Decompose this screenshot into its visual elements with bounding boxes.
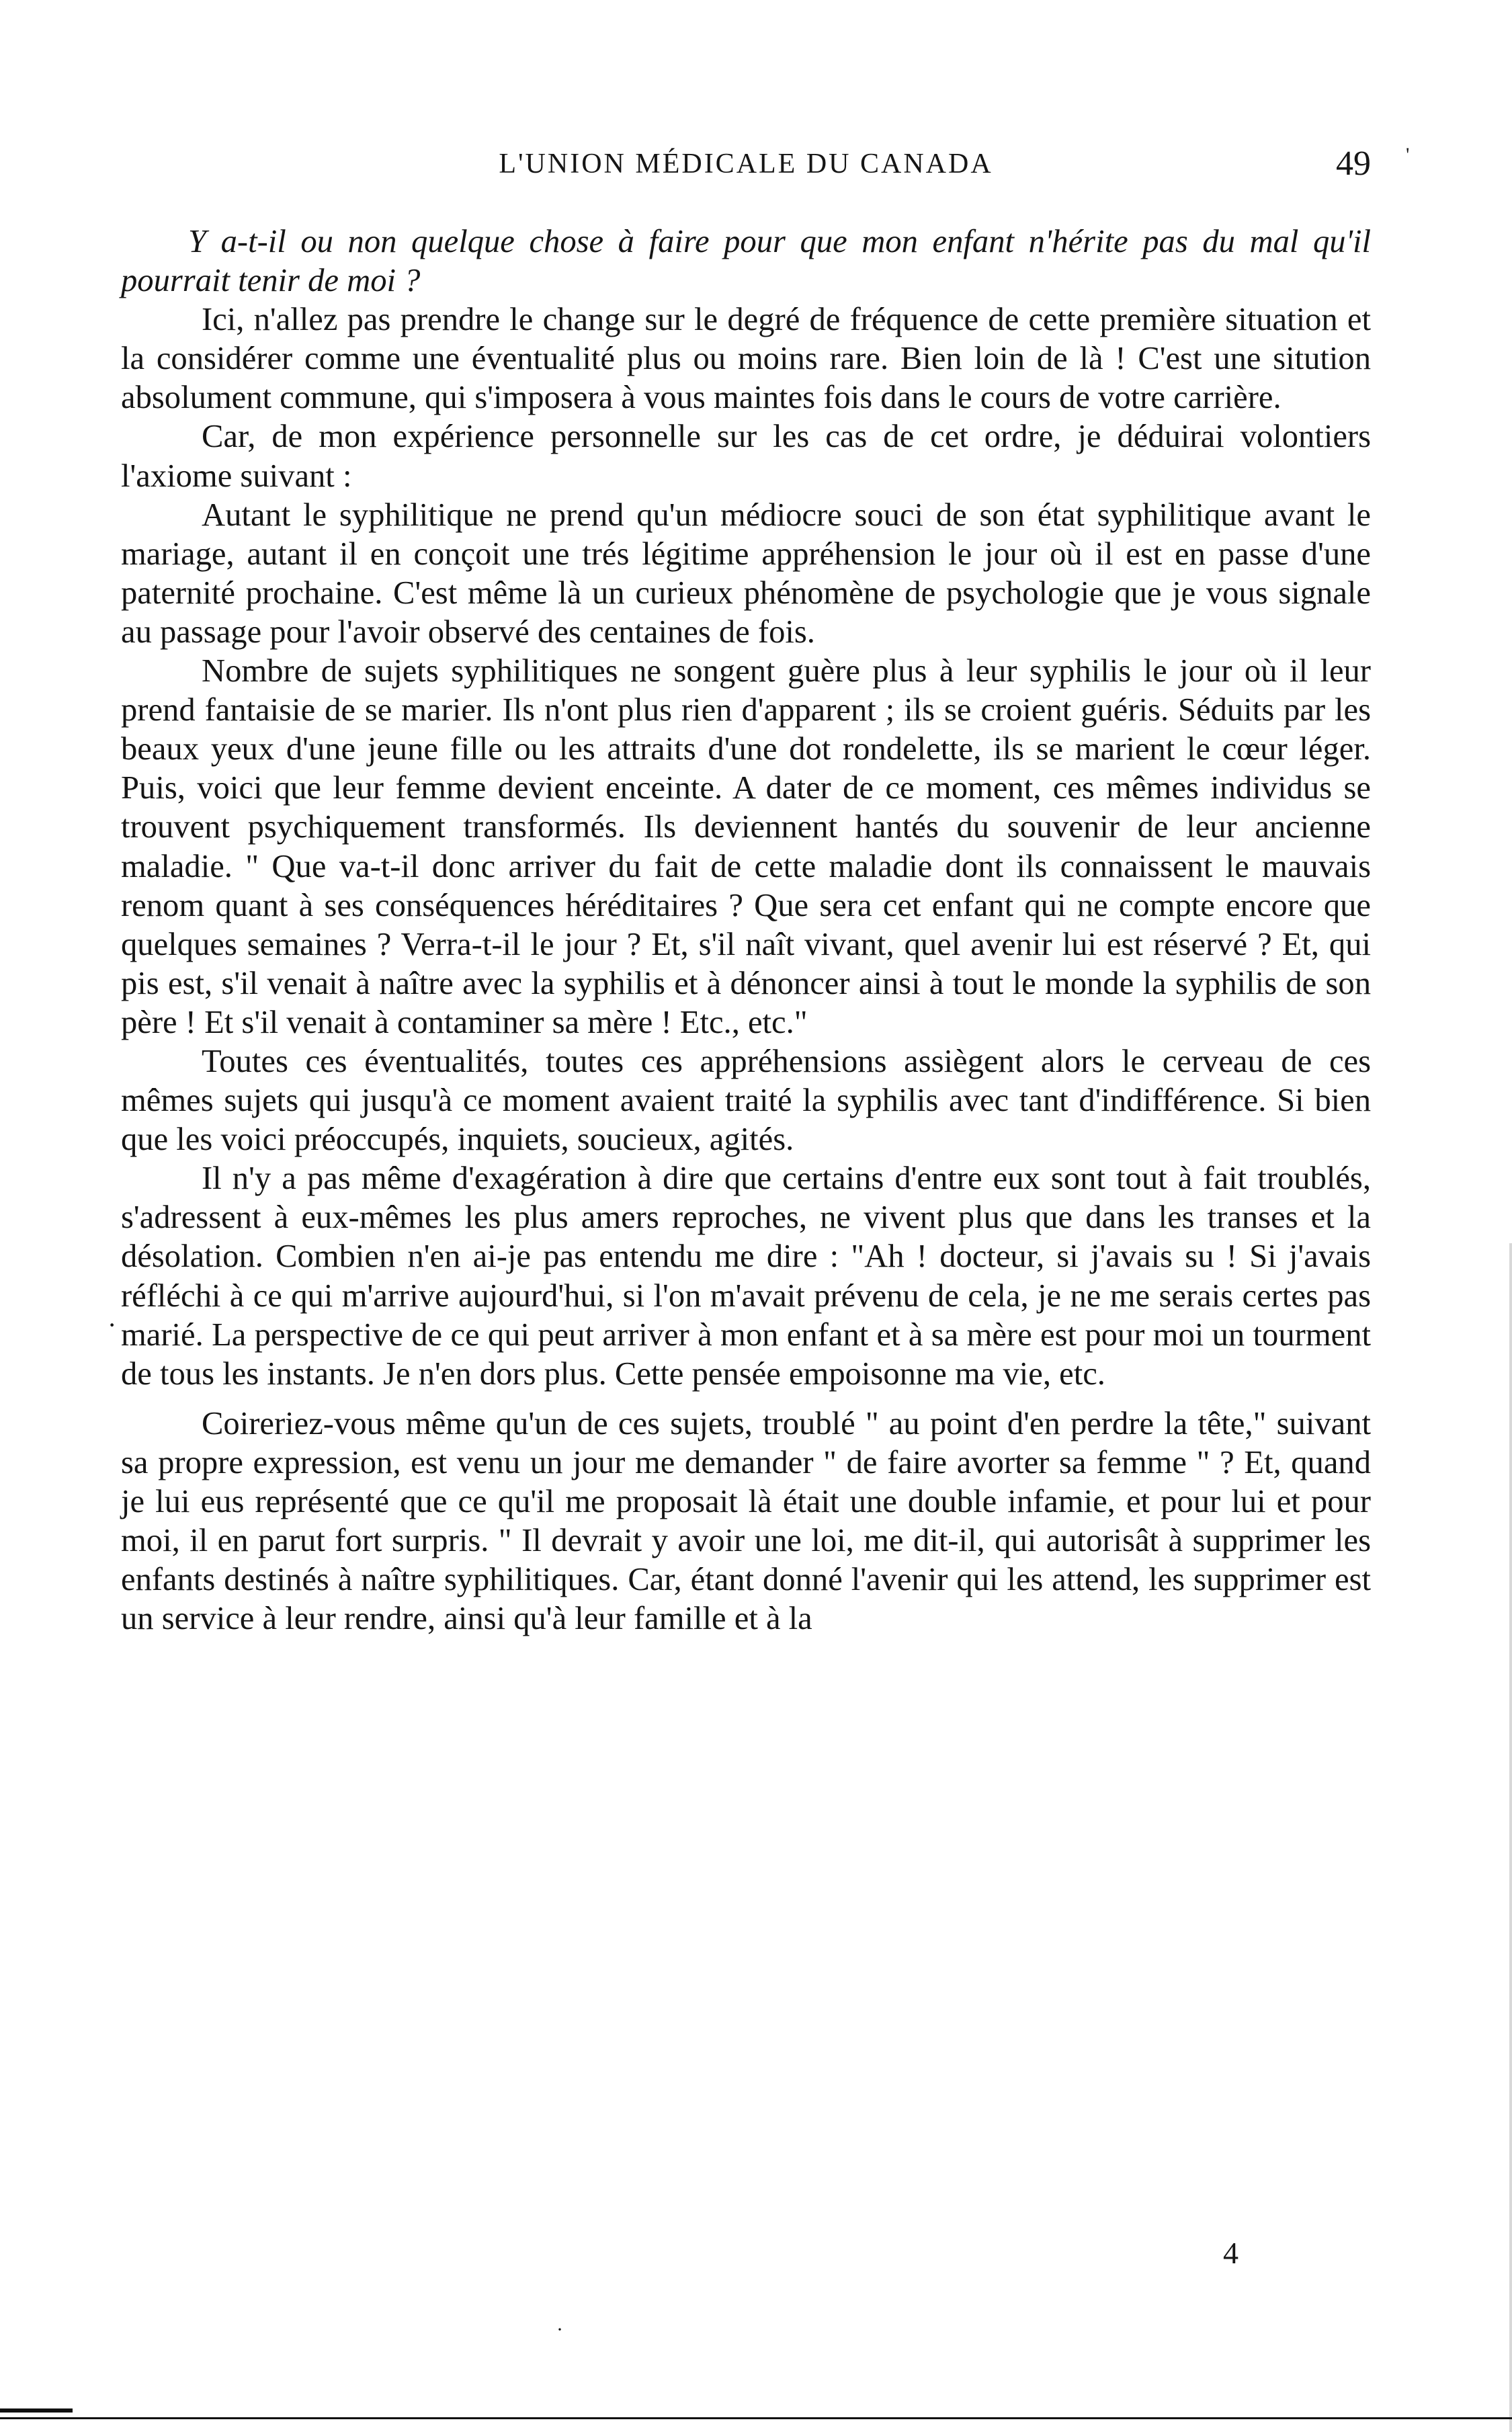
bottom-rule (0, 2417, 1512, 2419)
running-head (121, 140, 1371, 187)
paragraph-3: Autant le syphilitique ne prend qu'un médiocre souci de son état syphilitique avant le mariage, autant il en conçoit une trés légitime appréhension le jour où il est en passe d'une paternité prochaine. C'est même là un curieux phénomène de psychologie que je vous signale au passage pour l'avoir observé des centaines de fois. (121, 496, 1371, 650)
journal-title: L'UNION MÉDICALE DU CANADA (499, 149, 993, 179)
signature-mark: 4 (1223, 2236, 1238, 2270)
question-text: Y a-t-il ou non quelque chose à faire pour que mon enfant n'hérite pas du mal qu'il pourrait tenir de moi ? (121, 223, 1371, 299)
paragraph-question (121, 222, 1371, 300)
bottom-rule-left (0, 2408, 73, 2413)
page-number: 49 (1336, 144, 1371, 183)
body-text (121, 222, 1371, 1638)
paragraph-5: Toutes ces éventualités, toutes ces appréhensions assiègent alors le cerveau de ces mêmes sujets qui jusqu'à ce moment avaient traité la syphilis avec tant d'indifférence. Si bien que les voici préoccupés, inquiets, soucieux, agités. (121, 1042, 1371, 1158)
paragraph-2: Car, de mon expérience personnelle sur les cas de cet ordre, je déduirai volontiers l'axiome suivant : (121, 418, 1371, 494)
paragraph-1: Ici, n'allez pas prendre le change sur le degré de fréquence de cette première situation et la considérer comme une éventualité plus ou moins rare. Bien loin de là ! C'est une sitution absolument commune, qui s'imposera à vous maintes fois dans le cours de votre carrière. (121, 301, 1371, 416)
paragraph-7: Coireriez-vous même qu'un de ces sujets, troublé " au point d'en perdre la tête," suivant sa propre expression, est venu un jour me demander " de faire avorter sa femme " ? Et, quand je lui eus représenté que ce qu'il me proposait là était une double infamie, et pour lui et pour moi, il en parut fort surpris. " Il devrait y avoir une loi, me dit-il, qui autorisât à supprimer les enfants destinés à naître syphilitiques. Car, étant donné l'avenir qui les attend, les supprimer est un service à leur rendre, ainsi qu'à leur famille et à la (121, 1404, 1371, 1637)
paragraph-6: Il n'y a pas même d'exagération à dire que certains d'entre eux sont tout à fait troublés, s'adressent à eux-mêmes les plus amers reproches, ne vivent plus que dans les transes et la désolation. Combien n'en ai-je pas entendu me dire : "Ah ! docteur, si j'avais su ! Si j'avais réfléchi à ce qui m'arrive aujourd'hui, si l'on m'avait prévenu de cela, je ne me serais certes pas marié. La perspective de ce qui peut arriver à mon enfant et à sa mère est pour moi un tourment de tous les instants. Je n'en dors plus. Cette pensée empoisonne ma vie, etc. (121, 1160, 1371, 1392)
bottom-dot: · (556, 2318, 563, 2341)
margin-dot: · (108, 1310, 117, 1340)
margin-mark: ' (1406, 144, 1410, 166)
paragraph-4: Nombre de sujets syphilitiques ne songent guère plus à leur syphilis le jour où il leur prend fantaisie de se marier. Ils n'ont plus rien d'apparent ; ils se croient guéris. Séduits par les beaux yeux d'une jeune fille ou les attraits d'une dot rondelette, ils se marient le cœur léger. Puis, voici que leur femme devient enceinte. A dater de ce moment, ces mêmes individus se trouvent psychiquement transformés. Ils deviennent hantés du souvenir de leur ancienne maladie. " Que va-t-il donc arriver du fait de cette maladie dont ils connaissent le mauvais renom quant à ses conséquences héréditaires ? Que sera cet enfant qui ne compte encore que quelques semaines ? Verra-t-il le jour ? Et, s'il naît vivant, quel avenir lui est réservé ? Et, qui pis est, s'il venait à naître avec la syphilis et à dénoncer ainsi à tout le monde la syphilis de son père ! Et s'il venait à contaminer sa mère ! Etc., etc." (121, 653, 1371, 1040)
scan-edge-line (1509, 1243, 1512, 2432)
